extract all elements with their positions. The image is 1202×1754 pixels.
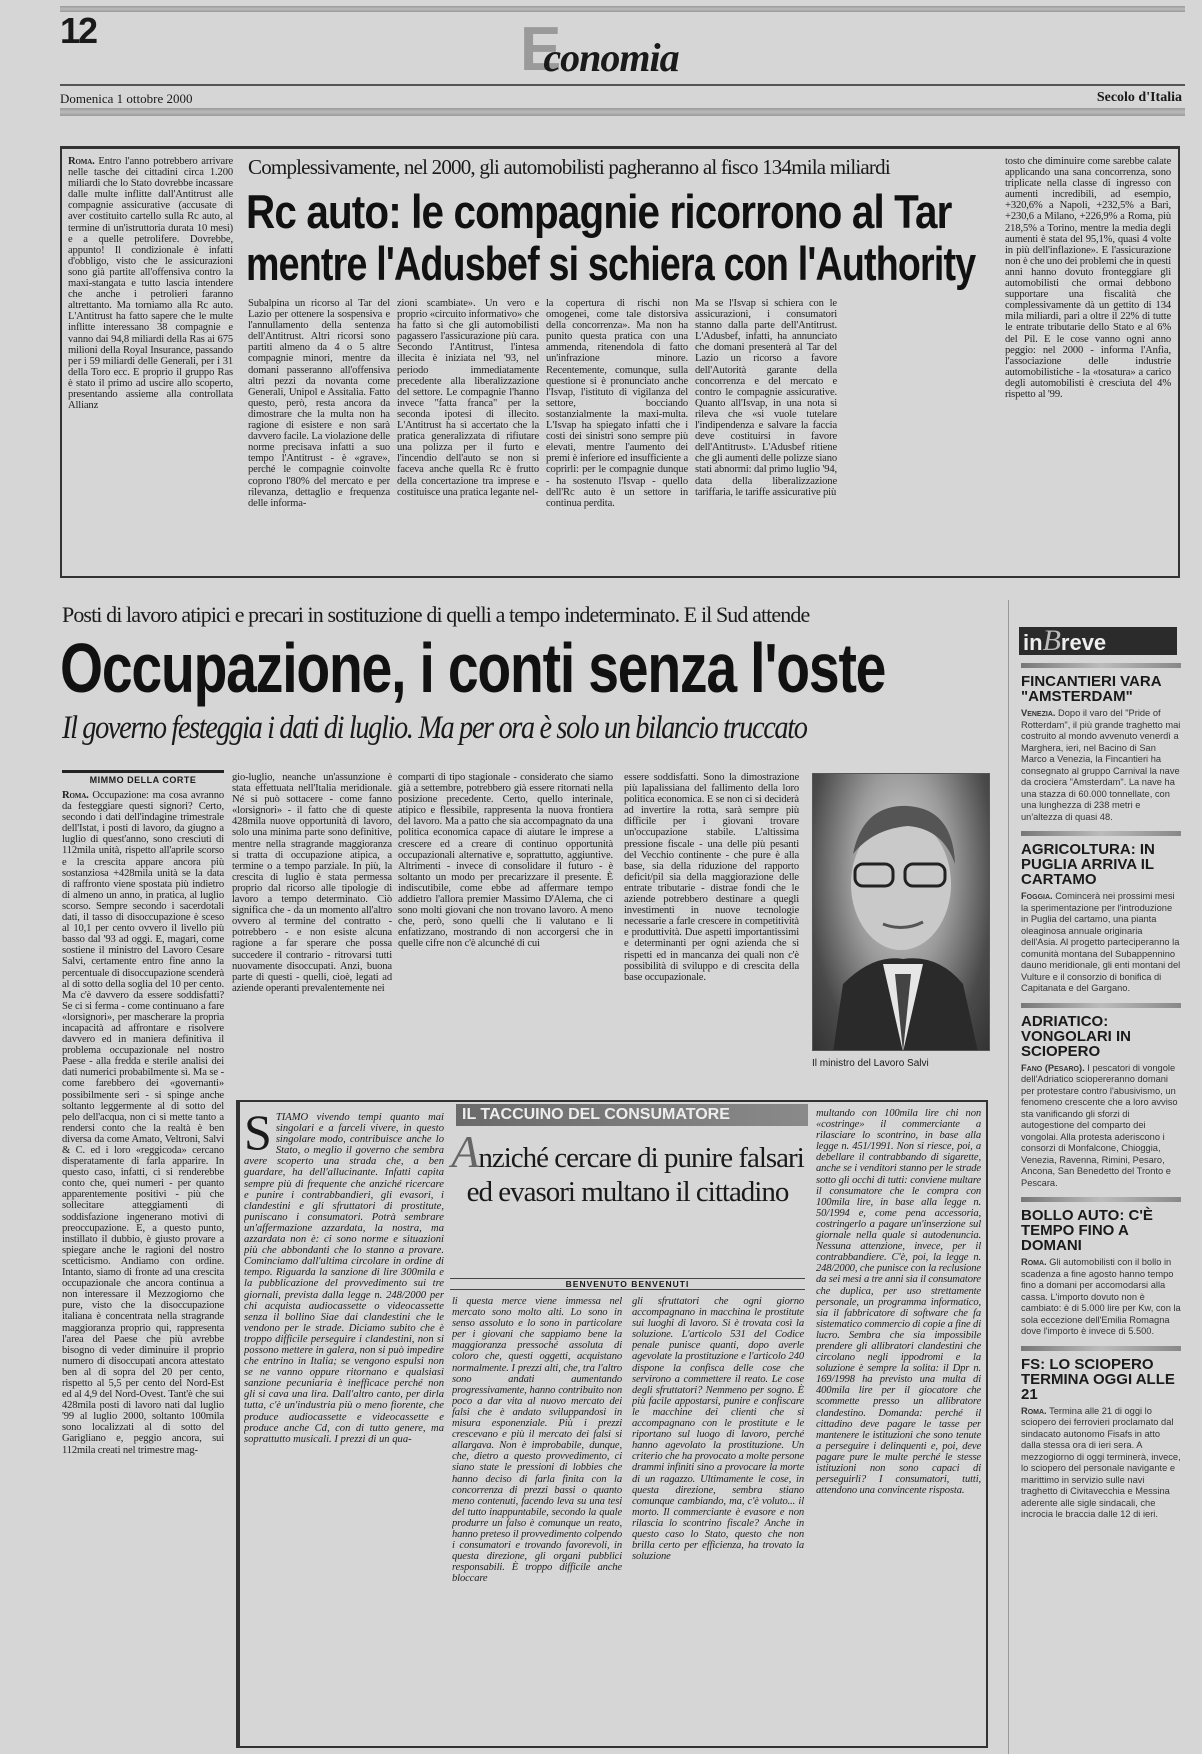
consumer-col-1 [244, 1112, 444, 1742]
news-brief [1021, 1346, 1181, 1521]
dateline: Foggia. [1021, 891, 1053, 901]
column-banner: IL TACCUINO DEL CONSUMATORE [456, 1104, 808, 1126]
divider [1021, 1003, 1181, 1008]
consumer-byline: BENVENUTO BENVENUTI [450, 1278, 805, 1290]
body-text: Entro l'anno potrebbero arrivare nelle tasche dei cittadini circa 1.200 miliardi che lo Stato dovrebbe incassare dalle multe inflitte dall'Antitrust alle compagnie assicurative (accusate di aver costituito cartello sulla Rc auto, al termine di un'istruttoria durata 10 mesi) e a quelle petrolifere. Dovrebbe, appunto! Il condizionale è infatti d'obbligo, visto che le assicurazioni sono già partite all'offensiva contro la maxi-stangata e tutto lascia intendere che anche i petrolieri faranno altrettanto. Ma torniamo alla Rc auto. L'Antitrust ha fatto sapere che le multe inflitte interessano 38 compagnie e vanno dai 94,8 miliardi della Ras ai 675 milioni della Royal Insurance, passando per i 59 miliardi delle Generali, per i 31 della Toro ecc. E proprio il gruppo Ras è stato il primo ad uscire allo scoperto, presentando assieme alla controllata Allianz [68, 156, 233, 412]
brief-body [1021, 1406, 1181, 1521]
divider [1021, 1197, 1181, 1202]
brief-title: AGRICOLTURA: IN PUGLIA ARRIVA IL CARTAMO [1021, 841, 1155, 888]
rc-kicker: Complessivamente, nel 2000, gli automobilisti pagheranno al fisco 134mila miliardi [248, 155, 890, 179]
headline-initial: A [451, 1126, 479, 1177]
divider [1021, 663, 1181, 668]
brief-title: FS: LO SCIOPERO TERMINA OGGI ALLE 21 [1021, 1355, 1175, 1403]
divider [1021, 1346, 1181, 1351]
section-initial: E [520, 15, 562, 84]
title-in: in [1023, 630, 1043, 655]
occ-headline: Occupazione, i conti senza l'oste [60, 629, 886, 707]
occ-col-1 [62, 790, 224, 1750]
masthead-rule [60, 84, 1185, 86]
consumer-headline [450, 1126, 805, 1209]
body-text: TIAMO vivendo tempi quanto mai singolari e a farceli vivere, in questo singolare modo, contribuisce anche lo Stato, o meglio il governo che sembra avere scoperto una strada che, a ben guardare, ha dell'allucinante. Infatti capita sempre più di frequente che anziché ricercare e punire i contrabbandieri, gli evasori, i clandestini e gli sfruttatori di prostitute, puniscano i consumatori. Potrà sembrare un'affermazione azzardata, la nostra, ma azzardata non è: ci sono norme e situazioni più che abbondanti che lo stanno a provare. Cominciamo dall'ultima circolare in ordine di tempo. Riguarda la sanzione di lire 300mila e la pubblicazione del provvedimento sui tre giornali, prevista dalla legge n. 248/2000 per chi acquista audiocassette o videocassette senza il bollino Siae dai clandestini che le vendono per le strade. Diciamo subito che è troppo difficile perseguire i clandestini, non si possono mettere in galera, non si può impedire che entrino in Italia; se vengono espulsi non se ne vanno oppure ritornano e qualsiasi sanzione pecuniaria è inefficace perché non gli si cava una lira. Dall'altro canto, per dirla tutta, c'è un'industria più o meno fiorente, che produce audiocassette e videocassette e produce anche Cd, con di tutto genere, ma soprattutto musicali. I prezzi di un qua- [244, 1112, 444, 1445]
rc-col-6: tosto che diminuire come sarebbe calate applicando una sana concorrenza, sono triplicate nella classe di ingresso con aumenti incredibili, ad esempio, +320,6% a Napoli, +232,5% a Bari, +230,6 a Milano, +226,9% a Roma, più 218,5% a Torino, mentre la media degli aumenti è stata del 95,1%, quasi 4 volte in più dell'inflazione». E l'assicurazione non è che uno dei problemi che in questi anni hanno dovuto fronteggiare gli automobilisti che ormai debbono supportare una fiscalità che complessivamente dà un gettito di 134 mila miliardi, pari a oltre il 22% di tutte le entrate tributarie dello Stato e al 6% del Pil. E le cose vanno ogni anno peggio: nel 2000 - informa l'Anfia, l'associazione delle industrie automobilistiche - la «tosatura» a carico degli automobilisti è cresciuta del 4% rispetto al '99. [1005, 156, 1171, 400]
brief-body [1021, 891, 1181, 995]
rc-col-3: zioni scambiate». Un vero e proprio «circuito informativo» che ha fatto sì che gli automobilisti pagassero l'assicurazione più cara. Secondo l'Antitrust, l'intesa illecita è iniziata nel '93, nel periodo immediatamente precedente alla liberalizzazione del settore. Le compagnie l'hanno invece "fatta franca" per la seconda ipotesi di illecito. L'Antitrust ha sì accertato che la pratica generalizzata di rifiutare una polizza per il furto e l'incendio dell'auto se non si faceva anche quella Rc è frutto della concertazione tra imprese e costituisce una pratica legante nel- [397, 298, 539, 498]
rc-col-5: Ma se l'Isvap si schiera con le assicurazioni, i consumatori stanno dalla parte dell'Antitrust. L'Adusbef, infatti, ha annunciato che domani presenterà al Tar del Lazio un ricorso a favore dell'Autorità garante della concorrenza e del mercato e contro le compagnie assicurative. Quanto all'Isvap, in una nota si rileva che «si vuole tutelare l'indipendenza e salvare la faccia deve costituirsi in favore dell'Antitrust». L'Adusbef ritiene che gli aumenti delle polizze siano stati abnormi: dal primo luglio '94, data della liberalizzazione tariffaria, le tariffe assicurative più [695, 298, 837, 498]
rc-headline-line-2: mentre l'Adusbef si schiera con l'Authority [246, 237, 976, 290]
news-brief [1021, 1197, 1181, 1338]
brief-body [1021, 708, 1181, 823]
brief-title: ADRIATICO: VONGOLARI IN SCIOPERO [1021, 1012, 1132, 1060]
dateline: Roma. [1021, 1257, 1047, 1267]
body-text: I pescatori di vongole dell'Adriatico sciopereranno domani per protestare contro l'abusivismo, un fenomeno crescente che a loro avviso sta vanificando gli sforzi di autogestione del comparto dei vongolai. Alla protesta aderiscono i consorzi di Monfalcone, Chioggia, Venezia, Ravenna, Rimini, Pesaro, Ancona, San Benedetto del Tronto e Pescara. [1021, 1062, 1178, 1188]
rc-col-4: la copertura di rischi non omogenei, come tale distorsiva della concorrenza». Ma non ha punito questa pratica con una ammenda, ritenendola di fatto un'infrazione minore. Recentemente, comunque, sulla questione si è pronunciato anche l'Isvap, l'istituto di vigilanza del settore, bocciando sostanzialmente la maxi-multa. L'Isvap ha spiegato infatti che i costi dei sinistri sono sempre più elevati, mentre l'aumento dei premi è inferiore ed insufficiente a coprirli: per le compagnie dunque - ha sostenuto l'Isvap - quello dell'Rc auto è un settore in continua perdita. [546, 298, 688, 509]
brief-body [1021, 1063, 1181, 1190]
page-number: 12 [60, 10, 97, 51]
occ-col-2: gio-luglio, neanche un'assunzione è stata effettuata nell'Italia meridionale. Né si può sottacere - come fanno «lorsignori» - il fatto che di queste 428mila nuove opportunità di lavoro, solo una minima parte sono definitive, mentre nella stragrande maggioranza si tratta di occupazione atipica, a termine o a tempo parziale. In più, la crescita di luglio è stata permessa proprio dal ricorso alle tipologie di lavoro a tempo determinato. Ciò significa che - da un momento all'altro ovvero al termine del contratto - potrebbero - e non esiste alcuna ragione a far sperare che possa succedere il contrario - ritrovarsi tutti nuovamente disoccupati. Anzi, buona parte di questi - quelli, cioè, legati ad aziende operanti prevalentemente nei [232, 772, 392, 994]
portrait-illustration [813, 774, 990, 1051]
section-name: conomia [543, 35, 679, 80]
body-text: Occupazione: ma cosa avranno da festeggiare questi signori? Certo, secondo i dati dell'indagine trimestrale dell'Istat, i posti di lavoro, da giugno a luglio di quest'anno, sono cresciuti di 112mila unità, rispetto all'aprile scorso e la crescita appare ancora più sostanziosa +428mila unità se la data di raffronto viene spostata più indietro di almeno un anno, in pratica, al luglio scorso. Sempre secondo i sacerdotali dati, il tasso di disoccupazione è sceso al 10,1 per cento ovvero il livello più basso dal '93 ad oggi. E, magari, come sostiene il ministro del Lavoro Cesare Salvi, certamente entro fine anno la percentuale di disoccupazione scenderà al di sotto della soglia del 10 per cento. Ma c'è davvero da essere soddisfatti? Se ci si ferma - come continuano a fare «lorsignori», per mascherare la propria incapacità ad affrontare e risolvere davvero ed in maniera definitiva il problema occupazionale nel nostro Paese - alla fredda e sterile analisi dei dati numerici probabilmente sì. Ma se - come farebbero dei «governanti» possibilmente seri - si spinge anche soltanto leggermente al di sotto del pelo dell'acqua, non ci si mette tanto a rendersi conto che la realtà è ben diversa da come Amato, Veltroni, Salvi & C. ed i loro «reggicoda» cercano disperatamente di farla apparire. In questo caso, infatti, ci si renderebbe conto che, quei numeri - per quanto apparentemente positivi - più che sollecitare atteggiamenti di soddisfazione ingenerano motivi di preoccupazione. E, a questo punto, instillato il dubbio, è giusto provare a spiegare anche le ragioni del nostro scetticismo. Andiamo con ordine. Intanto, siamo di fronte ad una crescita occupazionale che ancora continua a non interessare il Mezzogiorno che pure, visto che la disoccupazione italiana è concentrata nella stragrande maggioranza proprio qui, rappresenta l'area del Paese che più avrebbe bisogno di veder diminuire il proprio numero di disoccupati ancora attestato ben al di sopra del 20 per cento, rispetto al 5,5 per cento del Nord-Est ed al 4,9 del Nord-Ovest. Tant'è che sui 428mila posti di lavoro nati dal luglio '99 al luglio 2000, soltanto 100mila sono localizzati al di sotto del Garigliano e, peggio ancora, sui 112mila creati nel trimestre mag- [62, 790, 224, 1456]
dateline: Roma. [68, 156, 95, 167]
body-text: Dopo il varo del "Pride of Rotterdam", il più grande traghetto mai costruito al mondo avvenuto venerdì a Marghera, ieri, nel Bacino di San Marco a Venezia, la Fincantieri ha consegnato al gruppo Carnival la nave da crociera "Amsterdam". La nave ha una stazza di 60.000 tonnellate, con una lunghezza di 238 metri e un'altezza di quasi 48. [1021, 708, 1181, 822]
occ-col-4: essere soddisfatti. Sono la dimostrazione più lapalissiana del fallimento della loro politica economica. E se non ci si deciderà ad invertire la rotta, sarà sempre più difficile per i giovani trovare un'occupazione stabile. L'altissima pressione fiscale - una delle più pesanti del Vecchio continente - che pure è alla base, sia della riduzione del rapporto deficit/pil sia della maggiorazione delle entrate tributarie - distrae fondi che le aziende potrebbero destinare a quegli investimenti in nuove tecnologie necessarie a farle crescere in competitività e produttività. Due aspetti importantissimi e determinanti per ogni azienda che si rispetti ed in mancanza dei quali non c'è possibilità di sviluppo e di crescita della base occupazionale. [624, 772, 799, 983]
news-brief [1021, 663, 1181, 823]
in-breve-header [1019, 624, 1177, 657]
newspaper-name: Secolo d'Italia [1096, 90, 1182, 105]
byline: MIMMO DELLA CORTE [62, 770, 224, 785]
occ-subtitle: Il governo festeggia i dati di luglio. Ma per ora è solo un bilancio truccato [62, 710, 807, 746]
in-breve-sidebar [1008, 600, 1188, 1754]
drop-cap: S [244, 1112, 272, 1160]
section-title [520, 15, 679, 84]
rc-col-1 [68, 156, 233, 574]
top-rule [60, 6, 1185, 12]
minister-photo [812, 773, 990, 1051]
photo-caption: Il ministro del Lavoro Salvi [812, 1058, 929, 1069]
brief-title: FINCANTIERI VARA "AMSTERDAM" [1021, 673, 1161, 705]
divider [1021, 831, 1181, 836]
rc-col-2: Subalpina un ricorso al Tar del Lazio per ottenere la sospensiva e l'annullamento della sentenza dell'Antitrust. Altri ricorsi sono partiti almeno da 4 o 5 altre compagnie minori, mentre da domani passeranno all'offensiva altri pezzi da novanta come Generali, Unipol e Assitalia. Fatto questo, però, resta ancora da dimostrare che la multa non ha ragione di esistere e non sarà davvero facile. La violazione delle norme precisava infatti a suo tempo l'Antitrust - è «grave», perché le compagnie coinvolte coprono l'80% del mercato e per rilevanza, dettaglio e frequenza delle informa- [248, 298, 390, 509]
consumer-col-2: li questa merce viene immessa nel mercato sono molto alti. Lo sono in senso assoluto e lo sono in particolare per i giovani che sappiamo bene la maggioranza pressoché assoluta di coloro che, questi oggetti, acquistano normalmente. I prezzi alti, che, tra l'altro sono andati aumentando progressivamente, hanno contribuito non poco a dar vita al nuovo mercato dei falsi che è andato sviluppandosi in misura esponenziale. Più i prezzi crescevano e più il mercato dei falsi si allargava. Non è improbabile, dunque, che, dietro a questo provvedimento, ci siano state le pressioni di lobbies che hanno deciso di farla finita con la concorrenza di prezzi bassi o quanto meno contenuti, facendo leva su una tesi del tutto inappuntabile, secondo la quale produrre un falso è comunque un reato, hanno preteso il provvedimento colpendo i consumatori e trovando favorevoli, in questa direzione, gli organi pubblici responsabili. È troppo difficile anche bloccare [452, 1296, 622, 1585]
occ-kicker: Posti di lavoro atipici e precari in sostituzione di quelli a tempo indeterminato. E il Sud attende [62, 602, 810, 627]
consumer-col-4: multando con 100mila lire chi non «costringe» il commerciante a rilasciare lo scontrino, in base alla legge n. 451/1991. Non si riesce, poi, a debellare il contrabbando di sigarette, anche se i venditori stanno per le strade sotto gli occhi di tutti: conviene multare il consumatore che le compra con 100mila lire, in base alla legge n. 50/1994 e, come pena accessoria, costringerlo a pagare un'inserzione sul giornale nella quale si autodenuncia. Nessuna attenzione, invece, per il contrabbandiere. C'è, poi, la legge n. 248/2000, che punisce con la reclusione da sei mesi a tre anni sia il consumatore che duplica, per uso strettamente personale, un programma informatico, sia il fabbricatore di software che fa sistematico commercio di copie a fine di lucro. Sembra che sia impossibile prendere gli allibratori clandestini che circolano negli ippodromi e la soluzione è sempre la solita: il Dpr n. 169/1998 ha previsto una multa di 400mila lire per il giocatore che scommette presso un allibratore clandestino. Domanda: perché il cittadino deve pagare le tasse per mantenere le istituzioni che sono tenute a perseguire i delinquenti e, poi, deve pagare pure le multe perché le stesse istituzioni non sono capaci di perseguirli? I consumatori, tutti, attendono una convincente risposta. [816, 1108, 981, 1497]
dateline: Roma. [1021, 1405, 1047, 1416]
dateline: Roma. [62, 790, 89, 801]
news-brief [1021, 831, 1181, 995]
news-brief-list [1021, 663, 1181, 1521]
consumer-col-3: gli sfruttatori che ogni giorno accompagnano in macchina le prostitute sui luoghi di lavoro. Si è trovata così la soluzione. L'articolo 531 del Codice penale punisce quanti, dopo averle agevolate la prostituzione e l'articolo 240 dispone la confisca delle cose che servirono a commettere il reato. Le cose degli sfruttatori? Nemmeno per sogno. È più facile appostarsi, punire e confiscare le macchine dei clienti che si accompagnano con le prostitute e le riportano sul luogo di lavoro, perché hanno agevolato la prostituzione. Un criterio che ha provocato a molte persone drammi infiniti sino a provocare la morte di un ragazzo. Ultimamente le cose, in questa direzione, sembra stiano comunque cambiando, ma, c'è voluto... il morto. Il commerciante è evasore e non rilascia lo scontrino fiscale? Anche in questo caso lo Stato, questo che non brilla certo per efficienza, ha trovato la soluzione [632, 1296, 804, 1563]
rc-headline-line-1: Rc auto: le compagnie ricorrono al Tar [246, 185, 952, 238]
brief-title: BOLLO AUTO: C'È TEMPO FINO A DOMANI [1021, 1207, 1153, 1254]
body-text: Comincerà nei prossimi mesi la sperimentazione per l'introduzione in Puglia del cartamo, una pianta oleaginosa annuale originaria dell'Asia. Al progetto parteciperanno la comunità montana del Subappennino dauno meridionale, gli enti montani del Vulture e il consorzio di bonifica di Capitanata e del Gargano. [1021, 891, 1181, 993]
news-brief [1021, 1003, 1181, 1190]
title-rest: reve [1060, 630, 1107, 655]
date-rule [60, 108, 1185, 116]
issue-date: Domenica 1 ottobre 2000 [60, 91, 193, 106]
title-b: B [1042, 624, 1061, 657]
dateline: Venezia. [1021, 708, 1056, 718]
body-text: Gli automobilisti con il bollo in scadenza a fine agosto hanno tempo fino a domani per accomodarsi alla cassa. L'importo dovuto non è cambiato: è di 5.000 lire per Kw, con la sola eccezione dell'Emilia Romagna dove l'importo è invece di 5.500. [1021, 1257, 1181, 1336]
dateline: Fano (Pesaro). [1021, 1062, 1085, 1073]
brief-body [1021, 1257, 1181, 1338]
body-text: Termina alle 21 di oggi lo sciopero dei ferrovieri proclamato dal sindacato autonomo Fisafs in atto dalla stessa ora di ieri sera. A mezzogiorno di oggi terminerà, invece, lo sciopero del personale navigante e marittimo in servizio sulle navi traghetto di Civitavecchia e Messina aderente alle sigle sindacali, che incrocia le braccia dalle 12 di ieri. [1021, 1405, 1181, 1519]
occ-col-3: comparti di tipo stagionale - considerato che siamo già a settembre, potrebbero già essere ritornati nella posizione precedente. Certo, quello interinale, atipico e flessibile, rappresenta la nuova frontiera del lavoro. Ma a patto che sia accompagnato da una politica economica capace di aiutare le imprese a crescere ed a creare di continuo opportunità occupazionali alternative e, soprattutto, aggiuntive. Altrimenti - invece di consolidare il futuro - è soltanto un modo per precarizzare il presente. È indiscutibile, come ebbe ad affermare tempo addietro l'allora premier Massimo D'Alema, che ci sono molti giovani che non trovano lavoro. A meno che, però, sono quelli che li valutano e li enfatizzano, mostrando di non accorgersi che in quelle cifre non c'è alcunché di cui [398, 772, 613, 950]
headline-text: nziché cercare di punire falsari ed evasori multano il cittadino [466, 1142, 804, 1208]
